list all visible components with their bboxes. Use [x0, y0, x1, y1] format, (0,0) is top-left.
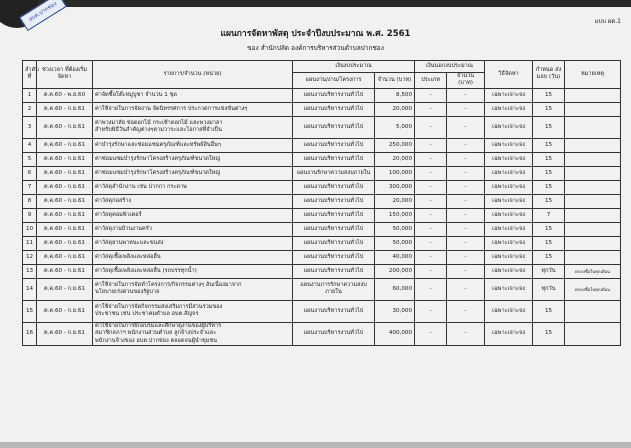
row-item [93, 222, 293, 236]
row-delivery: 15 [533, 236, 565, 250]
row-delivery: 15 [533, 300, 565, 322]
row-item-line: สำหรับพิธีวันสำคัญต่างๆตามวาระและโอกาสที่จำเป็น [95, 127, 222, 134]
row-no: 9 [23, 208, 37, 222]
row-item [93, 236, 293, 250]
row-item-line: ค่าวัสดุคอมพิวเตอร์ [95, 211, 142, 218]
row-method: เฉพาะเจาะจง [485, 194, 533, 208]
row-nonbudget-amount: - [447, 194, 485, 208]
row-method: เฉพาะเจาะจง [485, 180, 533, 194]
row-nonbudget-type: - [415, 322, 447, 345]
row-nonbudget-amount: - [447, 152, 485, 166]
row-nonbudget-type: - [415, 152, 447, 166]
row-remark [565, 222, 621, 236]
row-method: เฉพาะเจาะจง [485, 236, 533, 250]
header-item: รายการ/จำนวน (หน่วย) [93, 61, 293, 89]
row-plan: แผนงานบริหารงานทั่วไป [293, 250, 375, 264]
row-delivery: 15 [533, 116, 565, 138]
row-amount: 20,000 [375, 152, 415, 166]
row-nonbudget-amount: - [447, 116, 485, 138]
header-budget-plan: แผนงาน/งาน/โครงการ [293, 73, 375, 89]
row-remark [565, 208, 621, 222]
row-period: ต.ค.60 - ก.ย.61 [37, 152, 93, 166]
row-plan: แผนงานรักษาความสงบภายใน [293, 166, 375, 180]
row-method: เฉพาะเจาะจง [485, 278, 533, 300]
row-item [93, 152, 293, 166]
row-remark [565, 180, 621, 194]
row-amount: 100,000 [375, 166, 415, 180]
row-delivery: 15 [533, 102, 565, 116]
row-no: 4 [23, 138, 37, 152]
row-period: ต.ค.60 - ก.ย.61 [37, 208, 93, 222]
row-item [93, 102, 293, 116]
row-period: ต.ค.60 - ก.ย.61 [37, 116, 93, 138]
table-row [23, 116, 621, 138]
table-row [23, 152, 621, 166]
row-item-line: ค่าวัสดุเชื้อเพลิงและหล่อลื่น [95, 253, 161, 260]
row-item-line: นโยบายเร่งด่วนของรัฐบาล [95, 289, 160, 296]
row-remark [565, 236, 621, 250]
row-plan: แผนงานบริหารงานทั่วไป [293, 222, 375, 236]
row-nonbudget-amount: - [447, 300, 485, 322]
row-plan: แผนงานบริหารงานทั่วไป [293, 88, 375, 102]
row-nonbudget-type: - [415, 208, 447, 222]
row-remark [565, 166, 621, 180]
row-nonbudget-type: - [415, 278, 447, 300]
row-delivery: ทุกวัน [533, 278, 565, 300]
row-nonbudget-amount: - [447, 322, 485, 345]
row-remark [565, 102, 621, 116]
row-remark [565, 116, 621, 138]
row-remark [565, 300, 621, 322]
row-amount: 40,000 [375, 250, 415, 264]
row-method: เฉพาะเจาะจง [485, 152, 533, 166]
row-nonbudget-amount: - [447, 278, 485, 300]
row-item [93, 208, 293, 222]
row-method: เฉพาะเจาะจง [485, 208, 533, 222]
row-plan: แผนงานบริหารงานทั่วไป [293, 102, 375, 116]
procurement-table-wrap [22, 60, 620, 438]
row-item-line: ค่าจัดซื้อโต๊ะหมู่บูชา จำนวน 1 ชุด [95, 91, 177, 98]
row-amount: 30,000 [375, 300, 415, 322]
row-item-line: ค่าใช้จ่ายในการจัดกิจกรรมส่งเสริมการมีส่วนร่วมของ [95, 303, 223, 310]
row-nonbudget-amount: - [447, 264, 485, 278]
row-no: 6 [23, 166, 37, 180]
table-body [23, 88, 621, 345]
row-amount: 20,000 [375, 194, 415, 208]
row-amount: 200,000 [375, 264, 415, 278]
row-no: 11 [23, 236, 37, 250]
row-nonbudget-type: - [415, 300, 447, 322]
row-period: ต.ค.60 - ก.ย.61 [37, 278, 93, 300]
row-delivery: 15 [533, 222, 565, 236]
row-nonbudget-type: - [415, 180, 447, 194]
row-plan: แผนงานบริหารงานทั่วไป [293, 180, 375, 194]
row-item [93, 116, 293, 138]
row-no: 8 [23, 194, 37, 208]
header-nonbudget-amount: จำนวน (บาท) [447, 73, 485, 89]
row-remark [565, 88, 621, 102]
row-delivery: 15 [533, 180, 565, 194]
row-remark: ตกลงซื้อในทุกเดือน [565, 264, 621, 278]
row-plan: แผนงานบริหารงานทั่วไป [293, 116, 375, 138]
row-period: ต.ค.60 - ก.ย.61 [37, 236, 93, 250]
table-row [23, 250, 621, 264]
row-delivery: 15 [533, 194, 565, 208]
row-amount: 400,000 [375, 322, 415, 345]
row-item [93, 138, 293, 152]
row-remark: ตกลงซื้อในทุกเดือน [565, 278, 621, 300]
row-item-line: ประชาชน เช่น ประชาคมตำบล อบต.สัญจร [95, 311, 199, 318]
row-no: 14 [23, 278, 37, 300]
row-remark [565, 322, 621, 345]
row-method: เฉพาะเจาะจง [485, 264, 533, 278]
table-row [23, 300, 621, 322]
row-method: เฉพาะเจาะจง [485, 166, 533, 180]
row-period: ต.ค.60 - ก.ย.61 [37, 250, 93, 264]
row-no: 13 [23, 264, 37, 278]
row-item-line: ค่าใช้จ่ายในการฝึกอบรมและศึกษาดูงานของผู้บริหาร [95, 322, 222, 329]
page-subtitle: ของ สำนักปลัด องค์การบริหารส่วนตำบลปากช่อง [247, 44, 384, 52]
row-item [93, 166, 293, 180]
row-no: 2 [23, 102, 37, 116]
row-delivery: 15 [533, 322, 565, 345]
row-item-line: ค่าวัสดุสำนักงาน เช่น ปากกา กระดาษ [95, 183, 187, 190]
row-method: เฉพาะเจาะจง [485, 102, 533, 116]
row-nonbudget-amount: - [447, 88, 485, 102]
row-nonbudget-type: - [415, 222, 447, 236]
row-plan: แผนงานบริหารงานทั่วไป [293, 322, 375, 345]
table-row [23, 194, 621, 208]
row-delivery: 15 [533, 250, 565, 264]
row-no: 15 [23, 300, 37, 322]
table-row [23, 208, 621, 222]
stamp: อบต.ปากช่อง [19, 0, 66, 31]
row-no: 3 [23, 116, 37, 138]
row-no: 12 [23, 250, 37, 264]
row-amount: 250,000 [375, 138, 415, 152]
row-period: ต.ค.60 - ก.ย.61 [37, 264, 93, 278]
row-nonbudget-amount: - [447, 236, 485, 250]
row-nonbudget-type: - [415, 194, 447, 208]
row-period: ต.ค.60 - ก.ย.61 [37, 180, 93, 194]
row-method: เฉพาะเจาะจง [485, 222, 533, 236]
row-item-line: พนักงานจ้างของ อบต.ปากช่อง ตลอดจนผู้นำชุมชน [95, 337, 218, 344]
table-row [23, 264, 621, 278]
header-budget-group: เงินงบประมาณ [293, 61, 415, 73]
row-method: เฉพาะเจาะจง [485, 300, 533, 322]
row-plan: แผนงานบริหารงานทั่วไป [293, 194, 375, 208]
row-item-line: ค่าใช้จ่ายในการจัดทำโครงการ/กิจกรรมต่างๆ อันเนื่องมาจาก [95, 281, 242, 288]
row-item-line: ค่าวัสดุก่อสร้าง [95, 197, 132, 204]
row-item [93, 194, 293, 208]
row-no: 16 [23, 322, 37, 345]
header-nonbudget-type: ประเภท [415, 73, 447, 89]
table-row [23, 222, 621, 236]
row-item-line: ค่าวัสดุยานพาหนะและขนส่ง [95, 239, 164, 246]
row-no: 7 [23, 180, 37, 194]
row-amount: 50,000 [375, 222, 415, 236]
header-delivery: กำหนด ส่งมอบ (วัน) [533, 61, 565, 89]
table-row [23, 88, 621, 102]
row-remark [565, 152, 621, 166]
row-item-line: ค่าใช้จ่ายในการจัดงาน จัดนิทรรศการ ประกวดการแข่งขันต่างๆ [95, 105, 248, 112]
row-delivery: 15 [533, 138, 565, 152]
row-amount: 20,000 [375, 102, 415, 116]
row-nonbudget-amount: - [447, 102, 485, 116]
row-plan: แผนงานบริหารงานทั่วไป [293, 138, 375, 152]
procurement-table [22, 60, 621, 346]
row-item [93, 264, 293, 278]
header-method: วิธีจัดหา [485, 61, 533, 89]
row-amount: 8,500 [375, 88, 415, 102]
row-period: ต.ค.60 - พ.ย.60 [37, 88, 93, 102]
row-period: ต.ค.60 - ก.ย.61 [37, 322, 93, 345]
row-item-line: ค่าซ่อมแซมบำรุงรักษาโครงสร้างครุภัณฑ์ขนาดใหญ่ [95, 169, 221, 176]
row-remark [565, 250, 621, 264]
row-amount: 60,000 [375, 278, 415, 300]
row-method: เฉพาะเจาะจง [485, 88, 533, 102]
row-period: ต.ค.60 - ก.ย.61 [37, 300, 93, 322]
row-method: เฉพาะเจาะจง [485, 138, 533, 152]
row-item-line: ค่าพวงมาลัย ช่อดอกไม้ กระเช้าดอกไม้ และพวงมาลา [95, 119, 223, 126]
scan-edge-bottom [0, 442, 631, 448]
row-item [93, 88, 293, 102]
row-nonbudget-type: - [415, 264, 447, 278]
row-delivery: 15 [533, 166, 565, 180]
row-nonbudget-type: - [415, 102, 447, 116]
header-nonbudget-group: เงินนอกงบประมาณ [415, 61, 485, 73]
row-remark [565, 194, 621, 208]
row-no: 10 [23, 222, 37, 236]
table-row [23, 102, 621, 116]
row-period: ต.ค.60 - ก.ย.61 [37, 222, 93, 236]
row-delivery: ทุกวัน [533, 264, 565, 278]
row-item-line: ค่าบำรุงรักษาและซ่อมแซมครุภัณฑ์และทรัพย์สินอื่นๆ [95, 141, 221, 148]
header-period: ช่วงเวลา ที่ต้องเริ่มจัดหา [37, 61, 93, 89]
row-method: เฉพาะเจาะจง [485, 322, 533, 345]
header-remarks: หมายเหตุ [565, 61, 621, 89]
header-budget-amount: จำนวน (บาท) [375, 73, 415, 89]
row-period: ต.ค.60 - ก.ย.61 [37, 166, 93, 180]
row-item-line: สมาชิกสภาฯ พนักงานส่วนตำบล ลูกจ้างประจำและ [95, 330, 217, 337]
scan-edge-top [0, 0, 631, 7]
table-row [23, 322, 621, 345]
table-row [23, 236, 621, 250]
row-delivery: 7 [533, 208, 565, 222]
row-nonbudget-type: - [415, 236, 447, 250]
row-nonbudget-type: - [415, 138, 447, 152]
row-plan: แผนงานบริหารงานทั่วไป [293, 236, 375, 250]
row-method: เฉพาะเจาะจง [485, 116, 533, 138]
table-row [23, 278, 621, 300]
row-item [93, 300, 293, 322]
row-item [93, 322, 293, 345]
table-row [23, 138, 621, 152]
row-no: 5 [23, 152, 37, 166]
row-amount: 5,000 [375, 116, 415, 138]
row-plan: แผนงานบริหารงานทั่วไป [293, 264, 375, 278]
page-title: แผนการจัดหาพัสดุ ประจำปีงบประมาณ พ.ศ. 2561 [220, 29, 411, 39]
header-no: ลำดับ ที่ [23, 61, 37, 89]
row-item [93, 278, 293, 300]
row-period: ต.ค.60 - ก.ย.61 [37, 102, 93, 116]
row-period: ต.ค.60 - ก.ย.61 [37, 194, 93, 208]
row-no: 1 [23, 88, 37, 102]
table-row [23, 180, 621, 194]
row-nonbudget-amount: - [447, 138, 485, 152]
row-item [93, 180, 293, 194]
row-method: เฉพาะเจาะจง [485, 250, 533, 264]
row-delivery: 15 [533, 152, 565, 166]
table-row [23, 166, 621, 180]
row-item-line: ค่าวัสดุงานบ้านงานครัว [95, 225, 152, 232]
row-nonbudget-amount: - [447, 250, 485, 264]
row-plan: แผนงานการรักษาความสงบภายใน [293, 278, 375, 300]
row-item-line: ค่าซ่อมแซมบำรุงรักษาโครงสร้างครุภัณฑ์ขนาดใหญ่ [95, 155, 221, 162]
row-nonbudget-amount: - [447, 180, 485, 194]
row-delivery: 15 [533, 88, 565, 102]
row-amount: 300,000 [375, 180, 415, 194]
row-item [93, 250, 293, 264]
form-code: แบบ ผด.1 [594, 18, 621, 25]
row-period: ต.ค.60 - ก.ย.61 [37, 138, 93, 152]
row-plan: แผนงานบริหารงานทั่วไป [293, 152, 375, 166]
row-remark [565, 138, 621, 152]
row-nonbudget-amount: - [447, 208, 485, 222]
row-nonbudget-type: - [415, 166, 447, 180]
row-item-line: ค่าวัสดุเชื้อเพลิงและหล่อลื่น (รถบรรทุกน้ำ) [95, 267, 197, 274]
row-amount: 50,000 [375, 236, 415, 250]
row-nonbudget-type: - [415, 250, 447, 264]
row-amount: 150,000 [375, 208, 415, 222]
row-nonbudget-amount: - [447, 166, 485, 180]
row-nonbudget-amount: - [447, 222, 485, 236]
row-plan: แผนงานบริหารงานทั่วไป [293, 208, 375, 222]
row-nonbudget-type: - [415, 88, 447, 102]
row-nonbudget-type: - [415, 116, 447, 138]
row-plan: แผนงานบริหารงานทั่วไป [293, 300, 375, 322]
